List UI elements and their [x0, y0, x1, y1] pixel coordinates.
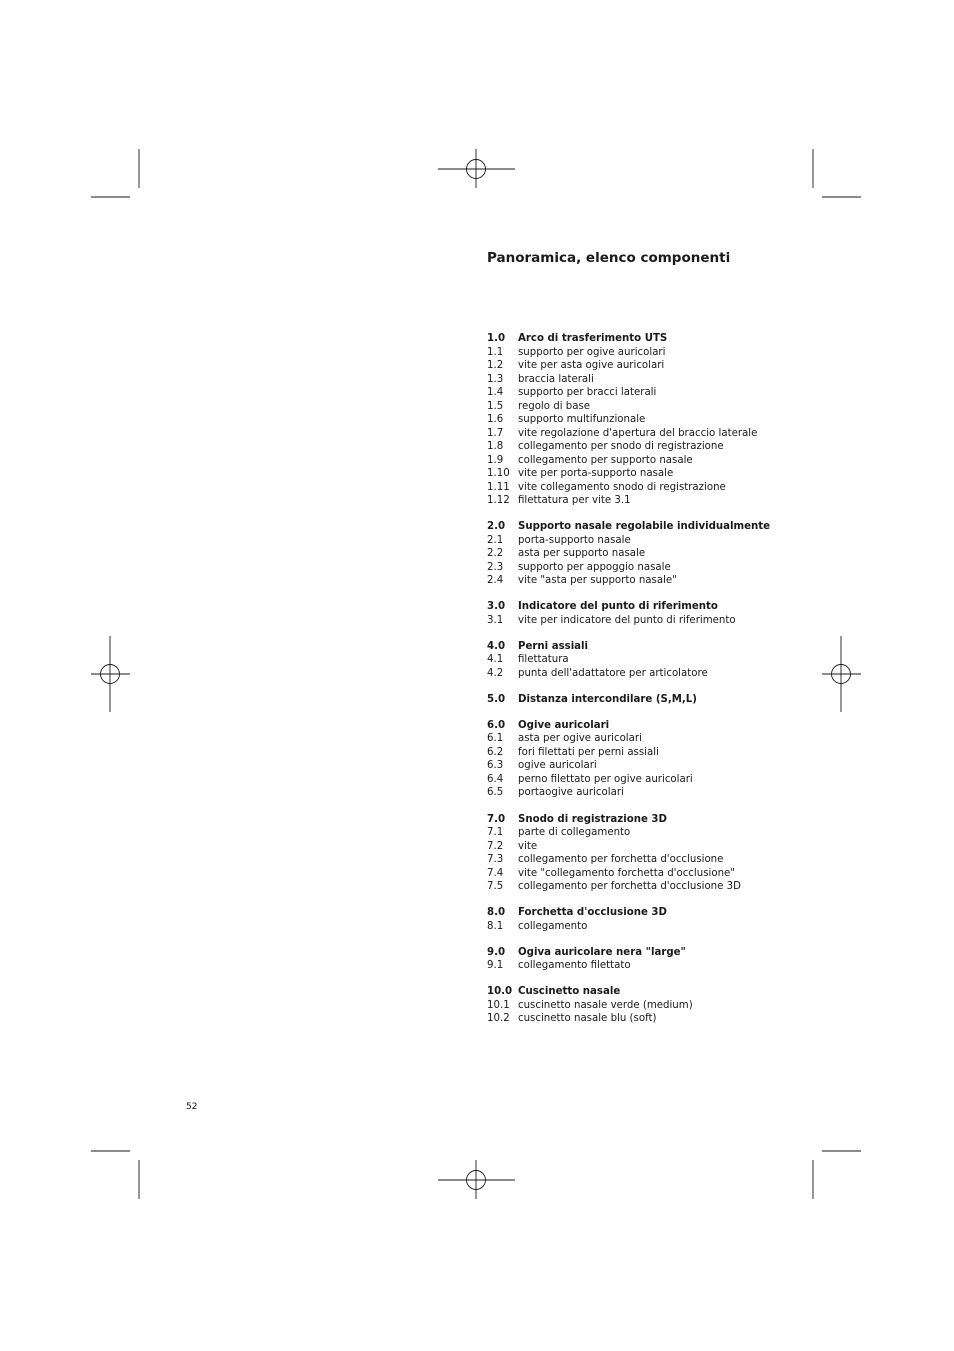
item-text: braccia laterali	[518, 373, 594, 385]
item-number: 4.1	[487, 654, 504, 666]
item-text: collegamento per forchetta d'occlusione 3D	[518, 881, 741, 893]
item-number: 6.5	[487, 787, 504, 799]
item-text: supporto multifunzionale	[518, 414, 646, 425]
item-text: punta dell'adattatore per articolatore	[518, 667, 708, 679]
list-item	[487, 853, 787, 867]
section-title: Snodo di registrazione 3D	[518, 813, 667, 825]
item-number: 4.2	[487, 667, 504, 679]
list-item	[487, 547, 787, 561]
item-number: 2.3	[487, 561, 504, 573]
section-title: Distanza intercondilare (S,M,L)	[518, 693, 697, 705]
list-item	[487, 880, 787, 894]
list-item	[487, 732, 787, 746]
list-item	[487, 359, 787, 373]
section-title: Perni assiali	[518, 640, 589, 652]
section-title: Supporto nasale regolabile individualmente	[518, 521, 771, 533]
item-text: vite per indicatore del punto di riferimento	[518, 614, 736, 626]
list-item	[487, 1012, 787, 1026]
item-number: 1.1	[487, 346, 504, 358]
item-number: 2.1	[487, 534, 504, 546]
component-section	[487, 332, 787, 508]
item-number: 1.7	[487, 427, 504, 439]
item-text: collegamento per forchetta d'occlusione	[518, 854, 724, 866]
list-item	[487, 427, 787, 441]
section-number: 1.0	[487, 333, 506, 344]
item-text: vite per porta-supporto nasale	[518, 468, 674, 479]
list-item	[487, 653, 787, 667]
page-number: 52	[186, 1102, 198, 1112]
section-heading	[487, 520, 787, 534]
list-item	[487, 759, 787, 773]
section-heading	[487, 813, 787, 827]
item-text: cuscinetto nasale blu (soft)	[518, 1013, 657, 1025]
section-heading	[487, 600, 787, 614]
item-text: vite	[518, 840, 538, 852]
item-number: 1.3	[487, 373, 504, 385]
item-text: filettatura	[518, 654, 569, 666]
item-number: 7.2	[487, 840, 504, 852]
item-number: 7.4	[487, 867, 504, 879]
item-text: vite per asta ogive auricolari	[518, 360, 665, 371]
item-number: 2.2	[487, 548, 504, 560]
section-title: Ogive auricolari	[518, 719, 610, 731]
list-item	[487, 959, 787, 973]
list-item	[487, 467, 787, 481]
item-text: porta-supporto nasale	[518, 534, 631, 546]
list-item	[487, 373, 787, 387]
item-text: regolo di base	[518, 400, 591, 412]
item-text: supporto per bracci laterali	[518, 387, 657, 398]
item-text: asta per supporto nasale	[518, 548, 646, 560]
item-number: 1.9	[487, 454, 504, 466]
section-heading	[487, 332, 787, 346]
list-item	[487, 454, 787, 468]
section-title: Indicatore del punto di riferimento	[518, 601, 718, 613]
item-text: fori filettati per perni assiali	[518, 746, 659, 758]
component-section	[487, 813, 787, 894]
item-number: 7.3	[487, 854, 504, 866]
section-number: 4.0	[487, 640, 506, 652]
list-item	[487, 746, 787, 760]
list-item	[487, 561, 787, 575]
item-number: 1.12	[487, 495, 510, 506]
page-title: Panoramica, elenco componenti	[487, 250, 731, 266]
section-number: 9.0	[487, 946, 506, 958]
item-text: vite regolazione d'apertura del braccio laterale	[518, 427, 758, 439]
item-text: asta per ogive auricolari	[518, 733, 642, 745]
item-text: supporto per appoggio nasale	[518, 561, 671, 573]
item-text: collegamento filettato	[518, 960, 631, 972]
item-text: ogive auricolari	[518, 760, 597, 772]
item-text: supporto per ogive auricolari	[518, 346, 666, 358]
list-item	[487, 786, 787, 800]
item-text: collegamento per supporto nasale	[518, 454, 693, 466]
section-number: 5.0	[487, 693, 506, 705]
list-item	[487, 826, 787, 840]
list-item	[487, 400, 787, 414]
item-number: 9.1	[487, 960, 504, 972]
section-number: 7.0	[487, 813, 506, 825]
list-item	[487, 481, 787, 495]
component-section	[487, 985, 787, 1026]
item-number: 1.4	[487, 387, 504, 398]
list-item	[487, 440, 787, 454]
section-number: 3.0	[487, 601, 506, 613]
item-text: collegamento per snodo di registrazione	[518, 441, 724, 452]
item-number: 1.5	[487, 400, 504, 412]
item-text: parte di collegamento	[518, 827, 631, 839]
section-number: 2.0	[487, 521, 506, 533]
section-heading	[487, 906, 787, 920]
item-number: 6.4	[487, 773, 504, 785]
item-number: 1.11	[487, 481, 510, 493]
section-title: Arco di trasferimento UTS	[518, 333, 668, 344]
item-number: 1.6	[487, 414, 504, 425]
item-text: filettatura per vite 3.1	[518, 495, 631, 506]
section-heading	[487, 640, 787, 654]
item-number: 6.2	[487, 746, 504, 758]
section-title: Ogiva auricolare nera "large"	[518, 946, 686, 958]
list-item	[487, 840, 787, 854]
section-number: 6.0	[487, 719, 506, 731]
item-number: 8.1	[487, 920, 504, 932]
section-heading	[487, 693, 787, 707]
item-text: collegamento	[518, 920, 588, 932]
list-item	[487, 667, 787, 681]
item-number: 6.1	[487, 733, 504, 745]
section-number: 10.0	[487, 986, 513, 998]
component-list	[487, 332, 787, 1038]
item-number: 3.1	[487, 614, 504, 626]
list-item	[487, 614, 787, 628]
item-number: 10.2	[487, 1013, 510, 1025]
component-section	[487, 906, 787, 933]
list-item	[487, 413, 787, 427]
item-text: cuscinetto nasale verde (medium)	[518, 999, 693, 1011]
section-title: Cuscinetto nasale	[518, 986, 621, 998]
item-number: 1.8	[487, 441, 504, 452]
list-item	[487, 534, 787, 548]
list-item	[487, 494, 787, 508]
section-heading	[487, 985, 787, 999]
item-number: 2.4	[487, 575, 504, 587]
section-heading	[487, 719, 787, 733]
component-section	[487, 520, 787, 588]
component-section	[487, 719, 787, 800]
component-section	[487, 946, 787, 973]
item-number: 1.2	[487, 360, 504, 371]
list-item	[487, 574, 787, 588]
item-number: 6.3	[487, 760, 504, 772]
item-number: 1.10	[487, 468, 510, 479]
list-item	[487, 999, 787, 1013]
item-number: 7.1	[487, 827, 504, 839]
component-section	[487, 600, 787, 627]
section-heading	[487, 946, 787, 960]
item-number: 10.1	[487, 999, 510, 1011]
item-number: 7.5	[487, 881, 504, 893]
list-item	[487, 867, 787, 881]
item-text: vite "asta per supporto nasale"	[518, 575, 677, 587]
component-section	[487, 640, 787, 681]
item-text: perno filettato per ogive auricolari	[518, 773, 693, 785]
list-item	[487, 773, 787, 787]
list-item	[487, 920, 787, 934]
item-text: vite collegamento snodo di registrazione	[518, 481, 726, 493]
item-text: vite "collegamento forchetta d'occlusione"	[518, 867, 735, 879]
list-item	[487, 346, 787, 360]
component-section	[487, 693, 787, 707]
list-item	[487, 386, 787, 400]
item-text: portaogive auricolari	[518, 787, 624, 799]
section-number: 8.0	[487, 907, 506, 919]
section-title: Forchetta d'occlusione 3D	[518, 907, 667, 919]
